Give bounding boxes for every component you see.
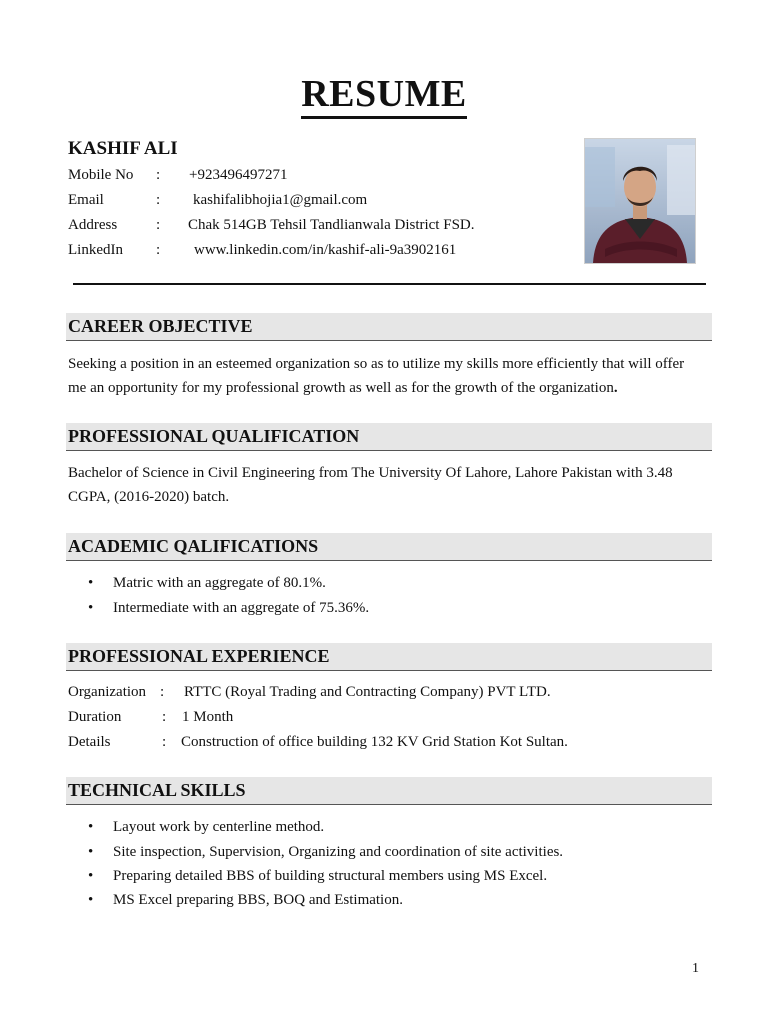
experience-colon: :: [160, 684, 165, 700]
paragraph-line: CGPA, (2016-2020) batch.: [68, 489, 230, 505]
contact-colon: :: [156, 242, 161, 258]
resume-title: RESUME: [301, 72, 467, 119]
contact-colon: :: [156, 217, 161, 233]
contact-label: Email: [68, 192, 104, 208]
bullet-icon: •: [88, 868, 94, 884]
contact-label: LinkedIn: [68, 242, 123, 258]
list-item-text: Matric with an aggregate of 80.1%.: [113, 575, 326, 591]
list-item-text: Intermediate with an aggregate of 75.36%.: [113, 600, 370, 616]
linkedin-link[interactable]: www.linkedin.com/in/kashif-ali-9a3902161: [194, 242, 457, 258]
bullet-icon: •: [88, 819, 94, 835]
section-header-academic-qualifications: [66, 533, 712, 561]
experience-label: Duration: [68, 709, 122, 725]
paragraph-line: Bachelor of Science in Civil Engineering from The University Of Lahore, Lahore Pakistan with 3.48: [68, 465, 673, 481]
experience-label: Organization: [68, 684, 147, 700]
section-header-professional-experience: [66, 643, 712, 671]
header-divider: [73, 283, 706, 285]
email-link[interactable]: kashifalibhojia1@gmail.com: [193, 192, 368, 208]
page-number: 1: [692, 961, 699, 976]
bullet-icon: •: [88, 575, 94, 591]
experience-label: Details: [68, 734, 111, 750]
list-item-text: Layout work by centerline method.: [113, 819, 325, 835]
list-item-text: Preparing detailed BBS of building structural members using MS Excel.: [113, 868, 548, 884]
bullet-icon: •: [88, 600, 94, 616]
experience-colon: :: [162, 709, 167, 725]
candidate-name: KASHIF ALI: [68, 138, 178, 159]
person-icon: [585, 139, 695, 263]
paragraph-line: Seeking a position in an esteemed organization so as to utilize my skills more efficiently that will offer: [68, 356, 685, 372]
section-header-career-objective: [66, 313, 712, 341]
profile-photo: [584, 138, 696, 264]
bullet-icon: •: [88, 892, 94, 908]
section-header-technical-skills: [66, 777, 712, 805]
experience-colon: :: [162, 734, 167, 750]
section-heading: TECHNICAL SKILLS: [68, 780, 246, 800]
section-heading: PROFESSIONAL QUALIFICATION: [68, 426, 360, 446]
section-header-professional-qualification: [66, 423, 712, 451]
resume-title-wrap: [0, 72, 768, 119]
contact-colon: :: [156, 167, 161, 183]
career-objective-text: [68, 352, 708, 400]
paragraph-line-text: me an opportunity for my professional growth as well as for the growth of the organization: [68, 380, 614, 396]
list-item-text: MS Excel preparing BBS, BOQ and Estimation.: [113, 892, 403, 908]
experience-value: RTTC (Royal Trading and Contracting Company) PVT LTD.: [184, 684, 551, 700]
professional-qualification-text: [68, 461, 708, 509]
section-heading: ACADEMIC QALIFICATIONS: [68, 536, 319, 556]
experience-value: 1 Month: [182, 709, 234, 725]
experience-value: Construction of office building 132 KV Grid Station Kot Sultan.: [181, 734, 568, 750]
contact-value: Chak 514GB Tehsil Tandlianwala District FSD.: [188, 217, 475, 233]
section-heading: PROFESSIONAL EXPERIENCE: [68, 646, 330, 666]
contact-label: Mobile No: [68, 167, 134, 183]
paragraph-line-end: .: [613, 380, 618, 396]
contact-label: Address: [68, 217, 118, 233]
list-item-text: Site inspection, Supervision, Organizing and coordination of site activities.: [113, 844, 564, 860]
contact-colon: :: [156, 192, 161, 208]
contact-value: +923496497271: [189, 167, 288, 183]
paragraph-line: [68, 376, 708, 400]
bullet-icon: •: [88, 844, 94, 860]
section-heading: CAREER OBJECTIVE: [68, 316, 253, 336]
